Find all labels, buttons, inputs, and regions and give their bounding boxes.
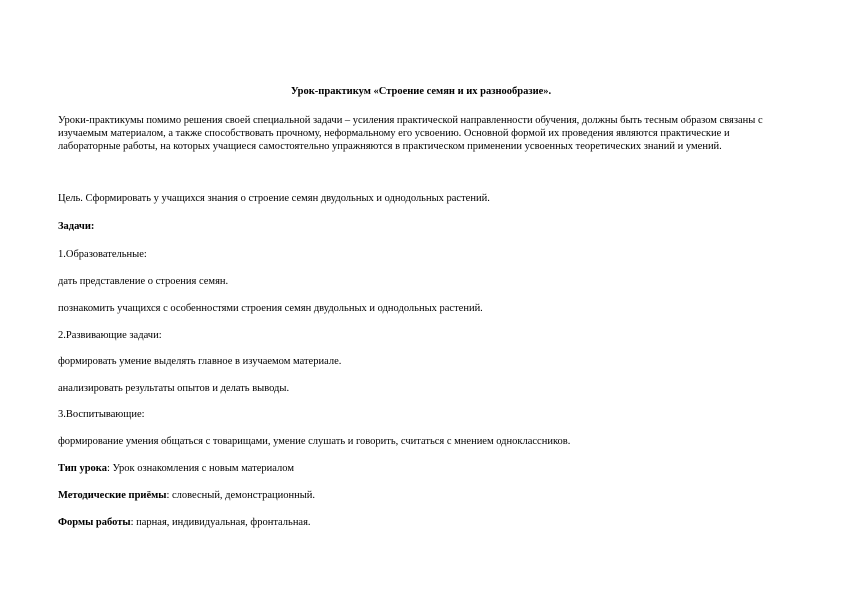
methods-label: Методические приёмы [58,490,167,501]
section2-item2: анализировать результаты опытов и делать выводы. [58,383,290,394]
work-forms-line [58,516,311,529]
document-title: Урок-практикум «Строение семян и их разнообразие». [290,86,552,97]
methods-value: : словесный, демонстрационный. [166,490,316,501]
lesson-type-line [58,462,294,475]
section2-item1: формировать умение выделять главное в изучаемом материале. [58,356,342,367]
intro-paragraph: Уроки-практикумы помимо решения своей специальной задачи – усиления практической направленности обучения, должны быть тесным образом связаны с изучаемым материалом, а также способствовать прочному, неформальному его усвоению. Основной формой их проведения являются практические и лабораторные работы, на которых учащиеся самостоятельно упражняются в практическом применении усвоенных теоретических знаний и умений. [58,115,763,153]
lesson-type-value: : Урок ознакомления с новым материалом [106,463,294,474]
section3-item1: формирование умения общаться с товарищами, умение слушать и говорить, считаться с мнением одноклассников. [58,436,571,447]
section2-heading: 2.Развивающие задачи: [58,330,162,341]
work-forms-value: : парная, индивидуальная, фронтальная. [130,517,311,528]
methods-line [58,489,315,502]
tasks-heading: Задачи: [58,221,95,232]
goal-paragraph: Цель. Сформировать у учащихся знания о строение семян двудольных и однодольных растений. [58,193,490,204]
work-forms-label: Формы работы [58,517,131,528]
section1-item1: дать представление о строения семян. [58,276,229,287]
section1-item2: познакомить учащихся с особенностями строения семян двудольных и однодольных растений. [58,303,483,314]
lesson-type-label: Тип урока [58,463,107,474]
section1-heading: 1.Образовательные: [58,249,147,260]
section3-heading: 3.Воспитывающие: [58,409,145,420]
